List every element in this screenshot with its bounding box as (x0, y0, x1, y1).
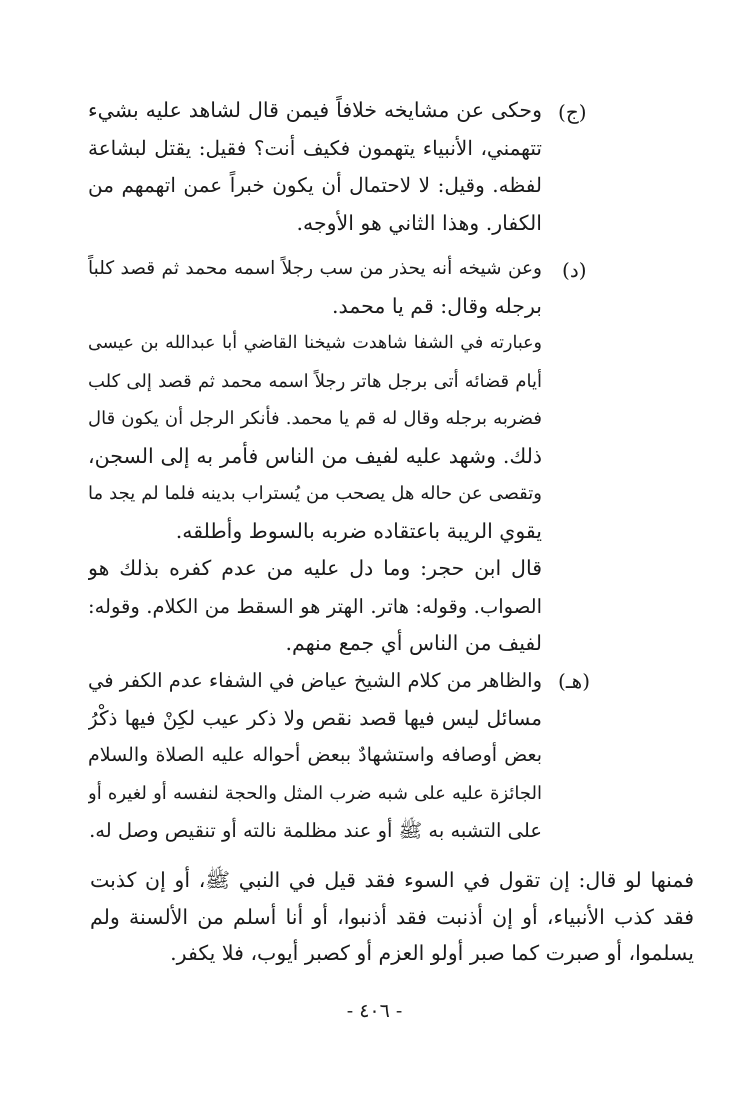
entry-marker: (ج) (558, 100, 587, 124)
text-line: ذلك. وشهد عليه لفيف من الناس فأمر به إلى السجن، (88, 443, 542, 468)
text-line: فمنها لو قال: إن تقول في السوء فقد قيل في النبي ﷺ، أو إن كذبت (90, 868, 694, 892)
text-line: أيام قضائه أتى برجل هاتر رجلاً اسمه محمد ثم قصد إلى كلب (88, 370, 542, 392)
text-line: وعبارته في الشفا شاهدت شيخنا القاضي أبا عبدالله بن عيسى (88, 333, 542, 353)
text-line: فقد كذب الأنبياء، أو إن أذنبت فقد أذنبوا، أو أنا أسلم من الألسنة ولم (90, 904, 694, 929)
text-line: فضربه برجله وقال له قم يا محمد. فأنكر الرجل أن يكون قال (88, 408, 542, 429)
text-line: لفيف من الناس أي جمع منهم. (285, 631, 542, 655)
text-line: الصواب. وقوله: هاتر. الهتر هو السقط من الكلام. وقوله: (88, 594, 542, 618)
text-line: بعض أوصافه واستشهادٌ ببعض أحواله عليه الصلاة والسلام (88, 744, 542, 766)
text-line: تتهمني، الأنبياء يتهمون فكيف أنت؟ فقيل: يقتل لبشاعة (88, 135, 542, 160)
text-line: الكفار. وهذا الثاني هو الأوجه. (296, 210, 542, 235)
text-line: يسلموا، أو صبرت كما صبر أولو العزم أو كصبر أيوب، فلا يكفر. (170, 941, 694, 965)
text-line: الجائزة عليه على شبه ضرب المثل والحجة لنفسه أو لغيره أو (88, 782, 542, 804)
text-line: وحكى عن مشايخه خلافاً فيمن قال لشاهد عليه بشيء (88, 98, 542, 122)
entry-marker: (هـ) (558, 669, 591, 693)
text-line: برجله وقال: قم يا محمد. (331, 293, 542, 318)
text-line: وتقصى عن حاله هل يصحب من يُستراب بدينه فلما لم يجد ما (88, 483, 542, 504)
text-line: على التشبه به ﷺ أو عند مظلمة نالته أو تنقيص وصل له. (89, 819, 542, 842)
text-line: والظاهر من كلام الشيخ عياض في الشفاء عدم الكفر في (88, 669, 542, 692)
text-line: يقوي الريبة باعتقاده ضربه بالسوط وأطلقه. (175, 518, 542, 543)
text-line: قال ابن حجر: وما دل عليه من عدم كفره بذلك هو (88, 556, 542, 580)
entry-body (88, 92, 542, 242)
entry-marker: (د) (562, 258, 587, 282)
closing-paragraph (90, 862, 694, 972)
text-line: مسائل ليس فيها قصد نقص ولا ذكر عيب لكِنْ فيها ذكْرُ (88, 705, 542, 730)
text-line: لفظه. وقيل: لا لاحتمال أن يكون خبراً عمن اتهمهم من (88, 173, 542, 197)
page-number: - ٤٠٦ - (346, 1000, 403, 1022)
entry-body (88, 662, 542, 850)
text-line: وعن شيخه أنه يحذر من سب رجلاً اسمه محمد ثم قصد كلباً (88, 258, 542, 279)
entry-body (88, 250, 542, 663)
